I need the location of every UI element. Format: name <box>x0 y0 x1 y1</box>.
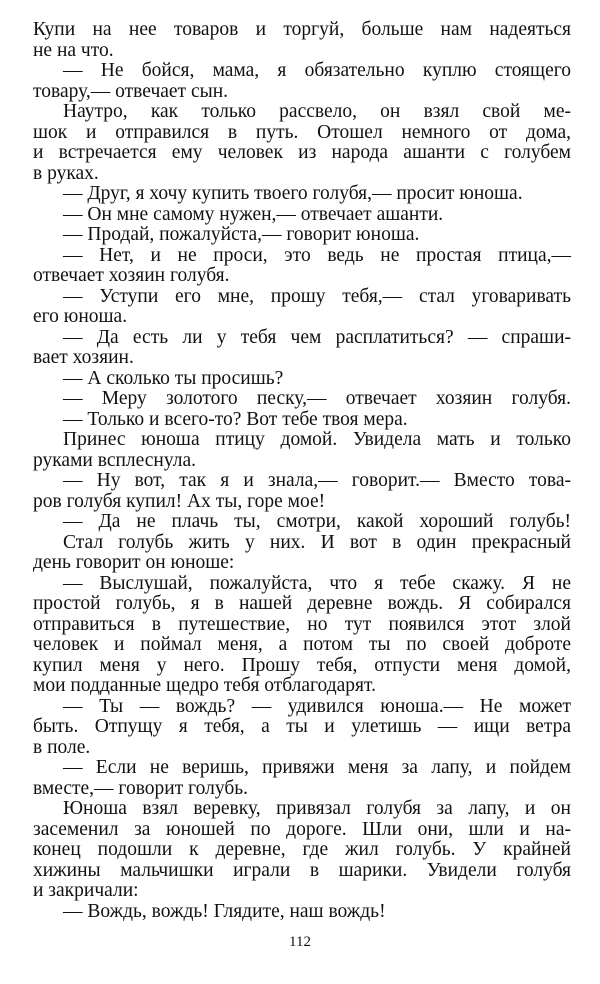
text-line: — Да есть ли у тебя чем расплатиться? — спраши- <box>63 326 571 348</box>
text-line: руками всплеснула. <box>33 449 197 471</box>
text-line: — Только и всего-то? Вот тебе твоя мера. <box>63 408 408 430</box>
text-line: — Вождь, вождь! Глядите, наш вождь! <box>63 900 386 922</box>
text-line: в руках. <box>33 162 99 184</box>
text-line: и встречается ему человек из народа ашанти с голубем <box>33 142 571 163</box>
text-line: вместе,— говорит голубь. <box>33 777 249 799</box>
text-line: конец подошли к деревне, где жил голубь. У крайней <box>33 839 571 860</box>
text-line: — А сколько ты просишь? <box>63 367 284 389</box>
text-line: Наутро, как только рассвело, он взял свой ме- <box>63 101 571 122</box>
text-line: быть. Отпущу я тебя, а ты и улетишь — ищи ветра <box>33 716 571 737</box>
text-line: — Он мне самому нужен,— отвечает ашанти. <box>63 203 444 225</box>
text-line: товару,— отвечает сын. <box>33 80 229 102</box>
text-line: шок и отправился в путь. Отошел немного от дома, <box>33 121 571 143</box>
text-line: не на что. <box>33 39 114 61</box>
text-line: в поле. <box>33 736 91 758</box>
page-body-text <box>33 20 571 922</box>
text-line: ров голубя купил! Ах ты, горе мое! <box>33 490 326 512</box>
text-line: день говорит он юноше: <box>33 552 235 573</box>
text-line: его юноша. <box>33 306 128 327</box>
text-line: хижины мальчишки играли в шарики. Увидели голубя <box>33 859 571 881</box>
text-line: — Выслушай, пожалуйста, что я тебе скажу. Я не <box>63 572 571 594</box>
text-line: человек и поймал меня, а потом ты по своей доброте <box>33 634 571 655</box>
text-line: — Продай, пожалуйста,— говорит юноша. <box>63 224 420 245</box>
text-line: мои подданные щедро тебя отблагодарят. <box>33 675 376 696</box>
text-line: засеменил за юношей по дороге. Шли они, шли и на- <box>33 818 571 840</box>
text-line: — Друг, я хочу купить твоего голубя,— просит юноша. <box>63 183 523 204</box>
page-number: 112 <box>289 934 311 950</box>
text-line: — Ну вот, так я и знала,— говорит.— Вместо това- <box>63 470 571 491</box>
text-line: Купи на нее товаров и торгуй, больше нам надеяться <box>33 19 571 40</box>
text-line: — Не бойся, мама, я обязательно куплю стоящего <box>63 60 571 81</box>
text-line: купил меня у него. Прошу тебя, отпусти меня домой, <box>33 654 571 676</box>
text-line: — Ты — вождь? — удивился юноша.— Не может <box>63 695 571 717</box>
text-line: — Уступи его мне, прошу тебя,— стал уговаривать <box>63 285 571 307</box>
text-line: и закричали: <box>33 880 139 901</box>
text-line: — Если не веришь, привяжи меня за лапу, и пойдем <box>63 757 571 778</box>
text-line: Стал голубь жить у них. И вот в один прекрасный <box>63 531 571 553</box>
text-line: простой голубь, я в нашей деревне вождь. Я собирался <box>33 593 571 614</box>
text-line: отвечает хозяин голубя. <box>33 265 230 286</box>
text-line: — Меру золотого песку,— отвечает хозяин голубя. <box>63 388 571 409</box>
text-line: — Да не плачь ты, смотри, какой хороший голубь! <box>63 511 571 532</box>
text-line: отправиться в путешествие, но тут появился этот злой <box>33 613 571 635</box>
text-line: вает хозяин. <box>33 347 134 368</box>
text-line: — Нет, и не проси, это ведь не простая птица,— <box>63 244 571 266</box>
text-line: Принес юноша птицу домой. Увидела мать и только <box>63 429 571 450</box>
text-line: Юноша взял веревку, привязал голубя за лапу, и он <box>63 798 571 819</box>
